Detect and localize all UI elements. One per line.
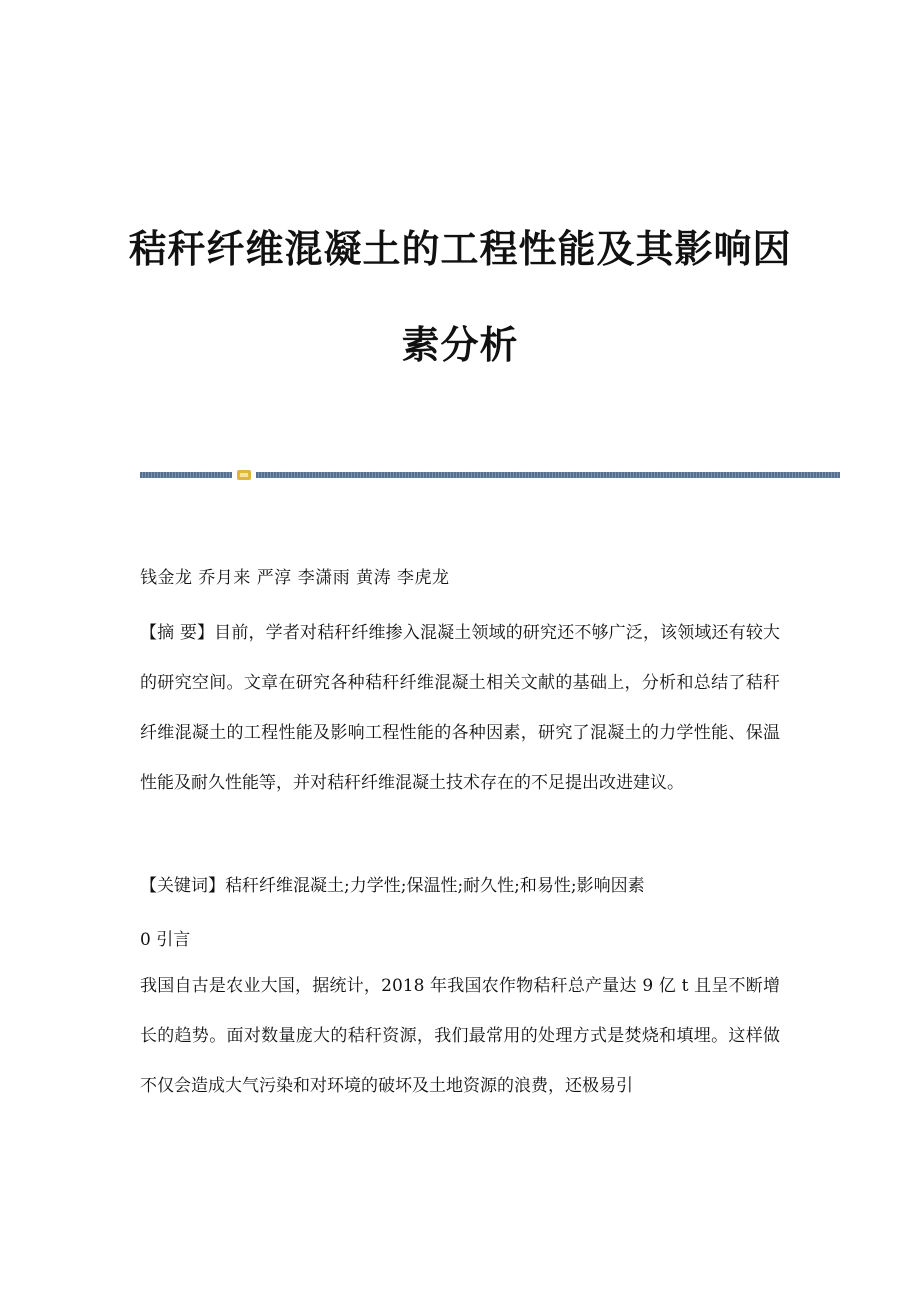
keywords-text: 秸秆纤维混凝土;力学性;保温性;耐久性;和易性;影响因素 [225, 876, 645, 896]
divider-ornament-icon [237, 470, 251, 480]
abstract-label: 【摘 要】 [140, 623, 215, 643]
divider-bar-right [256, 472, 840, 478]
paper-title-line-2: 素分析 [401, 323, 519, 367]
abstract-block [140, 608, 780, 808]
keywords-label: 【关键词】 [140, 876, 225, 896]
author-list: 钱金龙 乔月来 严淳 李潇雨 黄涛 李虎龙 [140, 568, 450, 588]
title-divider [140, 470, 840, 480]
intro-paragraph: 我国自古是农业大国，据统计，2018 年我国农作物秸秆总产量达 9 亿 t 且呈不断增长的趋势。面对数量庞大的秸秆资源，我们最常用的处理方式是焚烧和填埋。这样做不仅会造成大气污染和对环境的破坏及土地资源的浪费，还极易引 [140, 976, 780, 1096]
section-heading: 0 引言 [140, 930, 191, 950]
keywords-block [140, 876, 645, 896]
paper-title-line-1: 秸秆纤维混凝土的工程性能及其影响因 [128, 227, 792, 271]
abstract-text: 目前，学者对秸秆纤维掺入混凝土领域的研究还不够广泛，该领域还有较大的研究空间。文章在研究各种秸秆纤维混凝土相关文献的基础上，分析和总结了秸秆纤维混凝土的工程性能及影响工程性能的各种因素，研究了混凝土的力学性能、保温性能及耐久性能等，并对秸秆纤维混凝土技术存在的不足提出改进建议。 [140, 623, 781, 793]
divider-bar-left [140, 472, 232, 478]
